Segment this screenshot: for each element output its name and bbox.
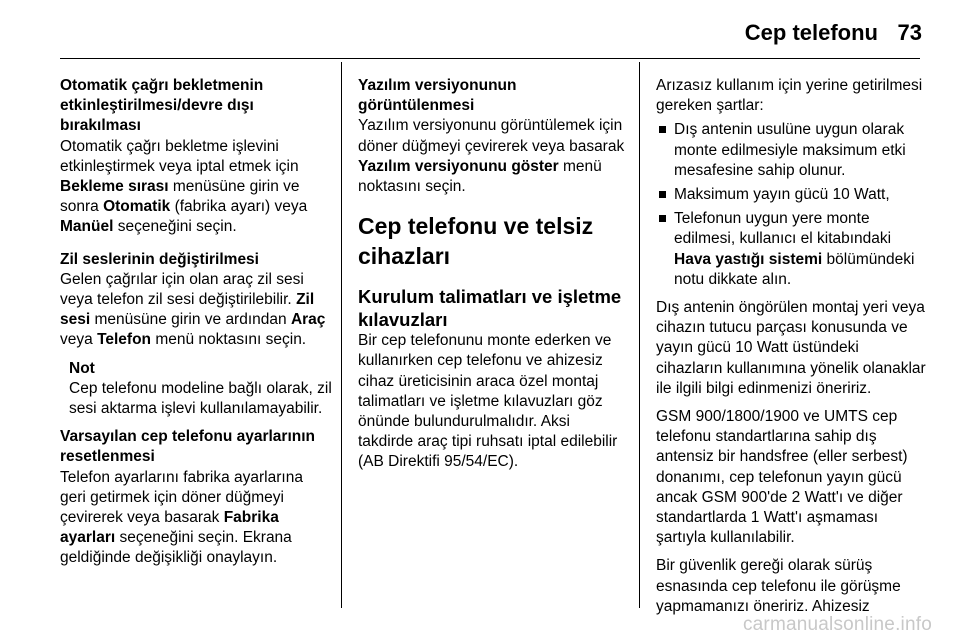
text: menüsüne girin ve ardından (90, 311, 291, 329)
section-title: Cep telefonu ve telsiz cihazları (358, 213, 594, 270)
text: Otomatik çağrı bekletme işlevini etkinleştirmek veya iptal etmek için (60, 137, 299, 175)
column-divider-1 (341, 62, 342, 608)
menu-term: Bekleme sırası (60, 178, 169, 196)
column-3 (656, 76, 926, 617)
column-divider-2 (639, 62, 640, 608)
menu-term: Yazılım versiyonunu göster (358, 157, 559, 175)
text: menü noktasını seçin. (151, 331, 307, 349)
paragraph-software-version (358, 116, 628, 197)
menu-term: Fabrika ayarları (60, 509, 279, 547)
paragraph-ringtones (60, 270, 332, 351)
subheading-software-version: Yazılım versiyonunun görüntülenmesi (358, 77, 517, 115)
text: seçeneğini seçin. Ekrana geldiğinde değişikliği onaylayın. (60, 529, 292, 567)
column-2 (358, 76, 628, 473)
text: menüsüne girin ve sonra (60, 178, 300, 216)
page-title: Cep telefonu (744, 20, 878, 45)
watermark: carmanualsonline.info (742, 614, 932, 635)
column-1 (60, 76, 332, 569)
paragraph-call-waiting (60, 137, 332, 238)
bullet-item: Dış antenin usulüne uygun olarak monte edilmesiyle maksimum etki mesafesine sahip olunur. (656, 120, 926, 181)
text: (fabrika ayarı) veya (170, 198, 308, 216)
header-divider (60, 58, 920, 59)
paragraph-gsm: GSM 900/1800/1900 ve UMTS cep telefonu standartlarına sahip dış antensiz bir handsfree (eller serbest) donanımı, cep telefonun yayın gücü ancak GSM 900'de 2 Watt'ı ve diğer standartlarda 1 Watt'ı aşmaması şartıyla kullanılabilir. (656, 408, 908, 547)
text: Telefonun uygun yere monte edilmesi, kullanıcı el kitabındaki (674, 210, 892, 248)
note-text: Cep telefonu modeline bağlı olarak, zil sesi aktarma işlevi kullanılamayabilir. (69, 379, 332, 418)
subheading-reset: Varsayılan cep telefonu ayarlarının resetlenmesi (60, 428, 316, 466)
paragraph-conditions: Arızasız kullanım için yerine getirilmesi gereken şartlar: (656, 77, 923, 115)
menu-term: Manüel (60, 218, 114, 236)
page-header (0, 0, 960, 62)
menu-term: Hava yastığı sistemi (674, 250, 823, 268)
paragraph-antenna: Dış antenin öngörülen montaj yeri veya cihazın tutucu parçası konusunda ve yayın gücü 10 Watt üstündeki cihazların kullanımına yönelik olanaklar ile ilgili bilgi edinmenizi öneririz. (656, 299, 926, 397)
paragraph-installation: Bir cep telefonunu monte ederken ve kullanırken cep telefonu ve ahizesiz cihaz üreticisinin araca özel montaj talimatları ve işletme kılavuzları göz önünde bulundurulmalıdır. Aksi takdirde araç tipi ruhsatı iptal edilebilir (AB Direktifi 95/54/EC). (358, 332, 618, 471)
menu-term: Zil sesi (60, 291, 315, 329)
note-title: Not (69, 359, 95, 377)
text: menü noktasını seçin. (358, 157, 602, 196)
subheading-call-waiting: Otomatik çağrı bekletmenin etkinleştirilmesi/devre dışı bırakılması (60, 77, 264, 135)
menu-term: Otomatik (103, 198, 171, 216)
paragraph-safety: Bir güvenlik gereği olarak sürüş esnasında cep telefonu ile görüşme yapmamanızı öneririz. Ahizesiz (656, 557, 901, 615)
text: Telefon ayarlarını fabrika ayarlarına geri getirmek için döner düğmeyi çevirerek veya basarak (60, 468, 303, 527)
bullet-item: Maksimum yayın gücü 10 Watt, (656, 185, 926, 205)
subsection-title: Kurulum talimatları ve işletme kılavuzları (358, 286, 622, 331)
text: veya (60, 331, 98, 349)
bullet-item (656, 209, 926, 290)
menu-term: Telefon (97, 331, 152, 349)
text: seçeneğini seçin. (113, 218, 237, 236)
paragraph-reset (60, 468, 332, 569)
subheading-ringtones: Zil seslerinin değiştirilmesi (60, 250, 259, 268)
text: bölümündeki notu dikkate alın. (674, 250, 915, 288)
text: Gelen çağrılar için olan araç zil sesi veya telefon zil sesi değiştirilebilir. (60, 270, 304, 309)
menu-term: Araç (290, 311, 326, 329)
note-box (60, 359, 332, 420)
text: Yazılım versiyonunu görüntülemek için döner düğmeyi çevirerek veya basarak (358, 117, 625, 155)
page-number: 73 (897, 20, 922, 45)
